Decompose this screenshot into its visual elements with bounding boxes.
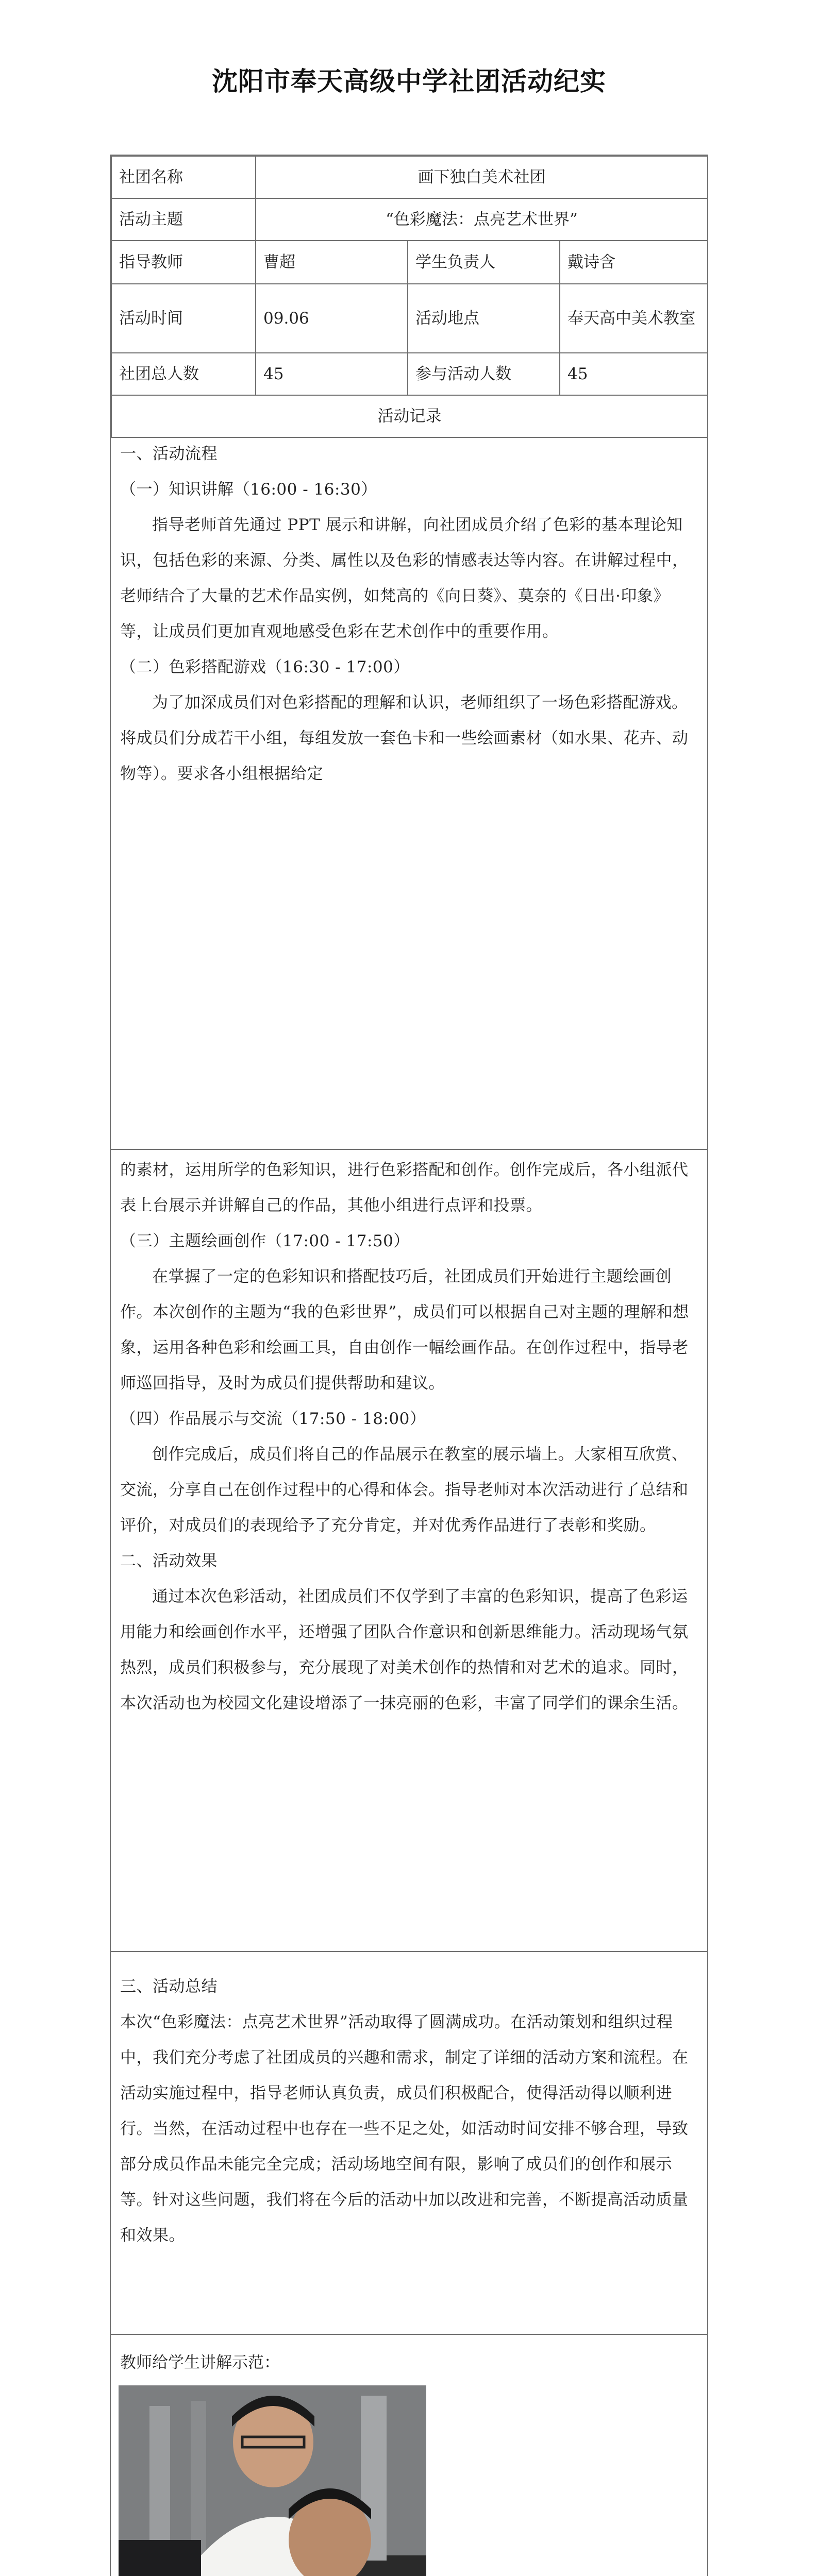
place-value: 奉天高中美术教室 bbox=[560, 284, 708, 353]
leader-label: 学生负责人 bbox=[408, 241, 560, 284]
participants-label: 参与活动人数 bbox=[408, 353, 560, 395]
time-value: 09.06 bbox=[256, 284, 408, 353]
section-1-title: 一、活动流程 bbox=[120, 445, 218, 463]
teacher-value: 曹超 bbox=[256, 241, 408, 284]
teacher-demo-photo-image bbox=[119, 2385, 426, 2576]
step-3-title: （三）主题绘画创作（17:00 - 17:50） bbox=[120, 1232, 410, 1250]
total-label: 社团总人数 bbox=[111, 353, 256, 395]
teacher-label: 指导教师 bbox=[111, 241, 256, 284]
teacher-demo-photo bbox=[119, 2385, 426, 2576]
section-2-title: 二、活动效果 bbox=[120, 1552, 218, 1570]
step-1-title: （一）知识讲解（16:00 - 16:30） bbox=[120, 480, 377, 499]
section-2-text: 通过本次色彩活动，社团成员们不仅学到了丰富的色彩知识，提高了色彩运用能力和绘画创作水平，还增强了团队合作意识和创新思维能力。活动现场气氛热烈，成员们积极参与，充分展现了对美术创作的热情和对艺术的追求。同时，本次活动也为校园文化建设增添了一抹亮丽的色彩，丰富了同学们的课余生活。 bbox=[120, 1587, 689, 1713]
section-3-text: 本次“色彩魔法：点亮艺术世界”活动取得了圆满成功。在活动策划和组织过程中，我们充分考虑了社团成员的兴趣和需求，制定了详细的活动方案和流程。在活动实施过程中，指导老师认真负责，成员们积极配合，使得活动得以顺利进行。当然，在活动过程中也存在一些不足之处，如活动时间安排不够合理，导致部分成员作品未能完全完成；活动场地空间有限，影响了成员们的创作和展示等。针对这些问题，我们将在今后的活动中加以改进和完善，不断提高活动质量和效果。 bbox=[120, 2013, 689, 2245]
info-table bbox=[111, 156, 708, 438]
step-4-text: 创作完成后，成员们将自己的作品展示在教室的展示墙上。大家相互欣赏、交流，分享自己在创作过程中的心得和体会。指导老师对本次活动进行了总结和评价，对成员们的表现给予了充分肯定，并对优秀作品进行了表彰和奖励。 bbox=[120, 1445, 689, 1535]
row-time-place bbox=[111, 284, 708, 353]
teacher-photo-divider bbox=[111, 2334, 707, 2335]
record-sheet bbox=[110, 155, 708, 2576]
step-2-title: （二）色彩搭配游戏（16:30 - 17:00） bbox=[120, 658, 410, 676]
record-label: 活动记录 bbox=[111, 395, 708, 437]
club-name-value: 画下独白美术社团 bbox=[256, 156, 708, 198]
theme-value: “色彩魔法：点亮艺术世界” bbox=[256, 198, 708, 241]
place-label: 活动地点 bbox=[408, 284, 560, 353]
club-name-label: 社团名称 bbox=[111, 156, 256, 198]
page-title: 沈阳市奉天高级中学社团活动纪实 bbox=[212, 66, 606, 96]
participants-value: 45 bbox=[560, 353, 708, 395]
row-record-header bbox=[111, 395, 708, 437]
step-2-text-a: 为了加深成员们对色彩搭配的理解和认识，老师组织了一场色彩搭配游戏。将成员们分成若干小组，每组发放一套色卡和一些绘画素材（如水果、花卉、动物等）。要求各小组根据给定 bbox=[120, 693, 689, 783]
leader-value: 戴诗含 bbox=[560, 241, 708, 284]
time-label: 活动时间 bbox=[111, 284, 256, 353]
row-members bbox=[111, 353, 708, 395]
section-3-divider bbox=[111, 1951, 707, 1952]
step-3-text: 在掌握了一定的色彩知识和搭配技巧后，社团成员们开始进行主题绘画创作。本次创作的主题为“我的色彩世界”，成员们可以根据自己对主题的理解和想象，运用各种色彩和绘画工具，自由创作一幅绘画作品。在创作过程中，指导老师巡回指导，及时为成员们提供帮助和建议。 bbox=[120, 1267, 689, 1393]
step-2-text-b: 的素材，运用所学的色彩知识，进行色彩搭配和创作。创作完成后，各小组派代表上台展示并讲解自己的作品，其他小组进行点评和投票。 bbox=[120, 1161, 689, 1215]
theme-label: 活动主题 bbox=[111, 198, 256, 241]
row-club-name bbox=[111, 156, 708, 198]
row-theme bbox=[111, 198, 708, 241]
total-value: 45 bbox=[256, 353, 408, 395]
record-part-1 bbox=[120, 436, 692, 792]
section-3-title: 三、活动总结 bbox=[120, 1977, 218, 1996]
teacher-photo-caption: 教师给学生讲解示范： bbox=[120, 2353, 280, 2372]
page-break-line bbox=[111, 1149, 707, 1150]
record-part-2 bbox=[120, 1153, 692, 1721]
row-teacher bbox=[111, 241, 708, 284]
step-1-text: 指导老师首先通过 PPT 展示和讲解，向社团成员介绍了色彩的基本理论知识，包括色彩的来源、分类、属性以及色彩的情感表达等内容。在讲解过程中，老师结合了大量的艺术作品实例，如梵高的《向日葵》、莫奈的《日出·印象》等，让成员们更加直观地感受色彩在艺术创作中的重要作用。 bbox=[120, 516, 689, 641]
record-part-3 bbox=[120, 1969, 692, 2253]
step-4-title: （四）作品展示与交流（17:50 - 18:00） bbox=[120, 1410, 426, 1428]
